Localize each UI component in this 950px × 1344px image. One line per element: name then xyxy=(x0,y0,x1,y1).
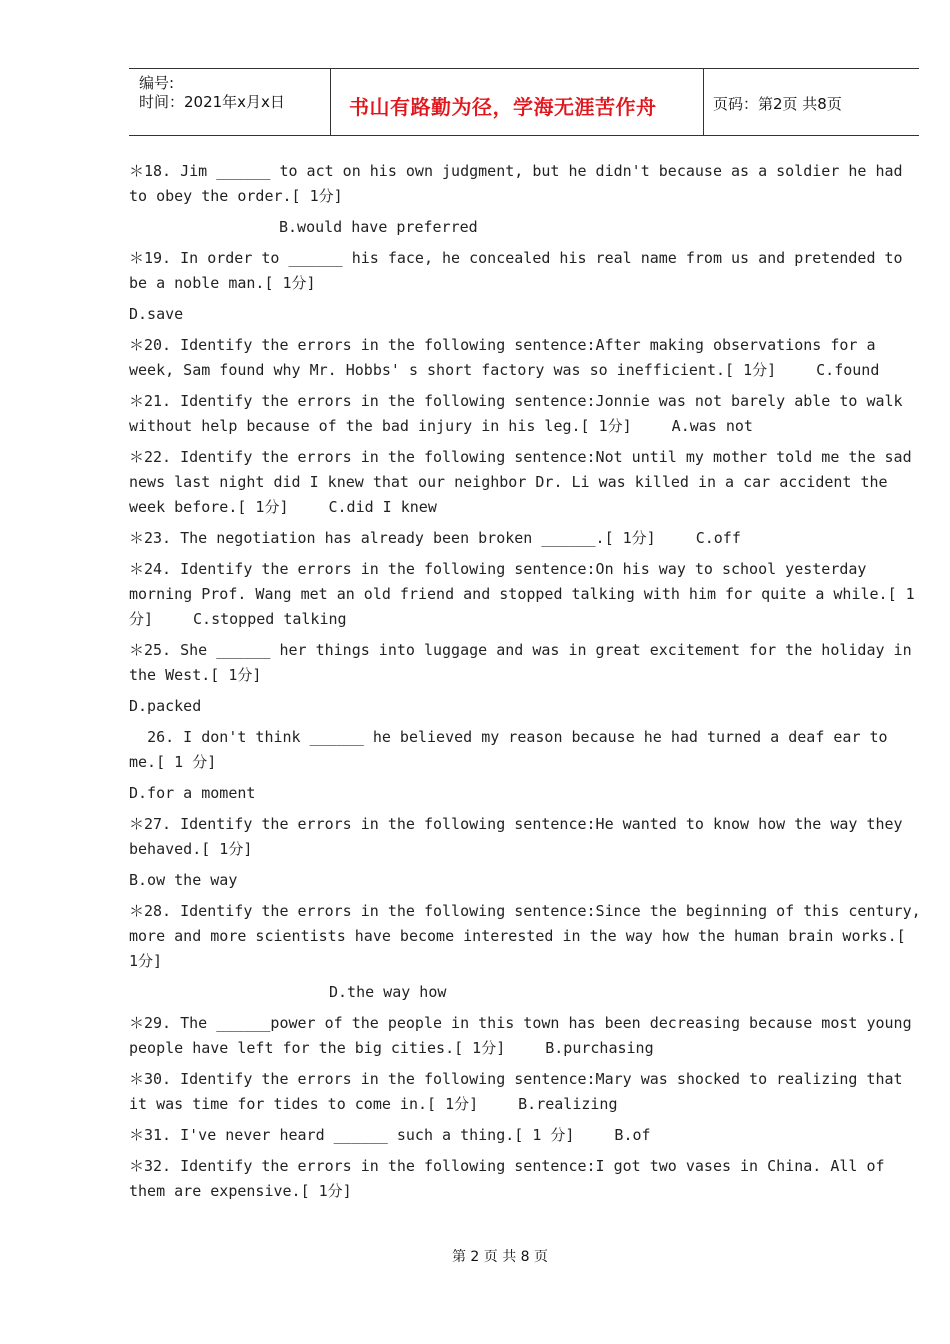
answer-line: D.for a moment xyxy=(129,784,256,802)
answer-line: D.save xyxy=(129,305,184,323)
question-text: ＊21. Identify the errors in the following sentence:Jonnie was not barely able to walk without help because of the bad injury in his leg.[ 1分] xyxy=(129,392,912,435)
question-text: ＊18. Jim ______ to act on his own judgment, but he didn't because as a soldier he had to obey the order.[ 1分] xyxy=(129,162,912,205)
question-item xyxy=(129,638,921,688)
answer-text: C.found xyxy=(816,361,880,379)
answer-text: A.was not xyxy=(671,417,753,435)
question-text: ＊19. In order to ______ his face, he concealed his real name from us and pretended to be a noble man.[ 1分] xyxy=(129,249,912,292)
answer-text: B.realizing xyxy=(518,1095,618,1113)
header-table xyxy=(129,68,919,136)
answer-text: C.did I knew xyxy=(328,498,437,516)
answer-line: B.ow the way xyxy=(129,871,238,889)
date-label: 时间：2021年x月x日 xyxy=(139,93,285,111)
question-item xyxy=(129,526,921,551)
question-item xyxy=(129,899,930,974)
question-item xyxy=(129,159,921,209)
page-footer: 第 2 页 共 8 页 xyxy=(451,1249,549,1265)
question-item xyxy=(129,1067,921,1117)
motto: 书山有路勤为径，学海无涯苦作舟 xyxy=(349,95,657,119)
question-text: ＊23. The negotiation has already been broken ______.[ 1分] xyxy=(129,529,656,547)
question-item xyxy=(129,389,921,439)
question-text: ＊20. Identify the errors in the following sentence:After making observations for a week, Sam found why Mr. Hobbs' s short factory was so inefficient.[ 1分] xyxy=(129,336,885,379)
question-text: ＊25. She ______ her things into luggage and was in great excitement for the holiday in the West.[ 1分] xyxy=(129,641,921,684)
question-item xyxy=(129,1123,921,1148)
question-text: ＊31. I've never heard ______ such a thing.[ 1 分] xyxy=(129,1126,575,1144)
answer-line: B.would have preferred xyxy=(279,218,478,236)
answer-line: D.the way how xyxy=(329,983,447,1001)
question-item xyxy=(129,1011,921,1061)
question-text: ＊22. Identify the errors in the following sentence:Not until my mother told me the sad news last night did I knew that our neighbor Dr. Li was killed in a car accident the week before.[ 1分] xyxy=(129,448,921,516)
question-item xyxy=(129,333,921,383)
answer-text: C.off xyxy=(695,529,741,547)
question-text: ＊27. Identify the errors in the following sentence:He wanted to know how the way they behaved.[ 1分] xyxy=(129,815,912,858)
question-item xyxy=(129,557,924,632)
header-page-cell xyxy=(704,69,919,135)
code-label: 编号: xyxy=(139,74,175,92)
question-item xyxy=(129,445,921,520)
question-text: ＊28. Identify the errors in the following sentence:Since the beginning of this century, more and more scientists have become interested in the way how the human brain works.[ 1分] xyxy=(129,902,930,970)
question-text: ＊30. Identify the errors in the following sentence:Mary was shocked to realizing that it was time for tides to come in.[ 1分] xyxy=(129,1070,912,1113)
question-text: 26. I don't think ______ he believed my reason because he had turned a deaf ear to me.[ 1 分] xyxy=(129,728,897,771)
header-motto-cell xyxy=(331,69,704,135)
page-info: 页码：第2页 共8页 xyxy=(713,95,842,113)
answer-text: C.stopped talking xyxy=(193,610,347,628)
question-text: ＊32. Identify the errors in the following sentence:I got two vases in China. All of them are expensive.[ 1分] xyxy=(129,1157,894,1200)
question-item xyxy=(129,246,921,296)
question-text: ＊29. The ______power of the people in this town has been decreasing because most young people have left for the big cities.[ 1分] xyxy=(129,1014,921,1057)
question-item xyxy=(129,812,921,862)
question-text: ＊24. Identify the errors in the following sentence:On his way to school yesterday morning Prof. Wang met an old friend and stopped talking with him for quite a while.[ 1 分] xyxy=(129,560,924,628)
answer-text: B.purchasing xyxy=(545,1039,654,1057)
question-item xyxy=(129,725,921,775)
answer-line: D.packed xyxy=(129,697,202,715)
answer-text: B.of xyxy=(614,1126,651,1144)
question-list xyxy=(129,159,930,1210)
header-meta-cell xyxy=(129,69,331,135)
question-item xyxy=(129,1154,921,1204)
